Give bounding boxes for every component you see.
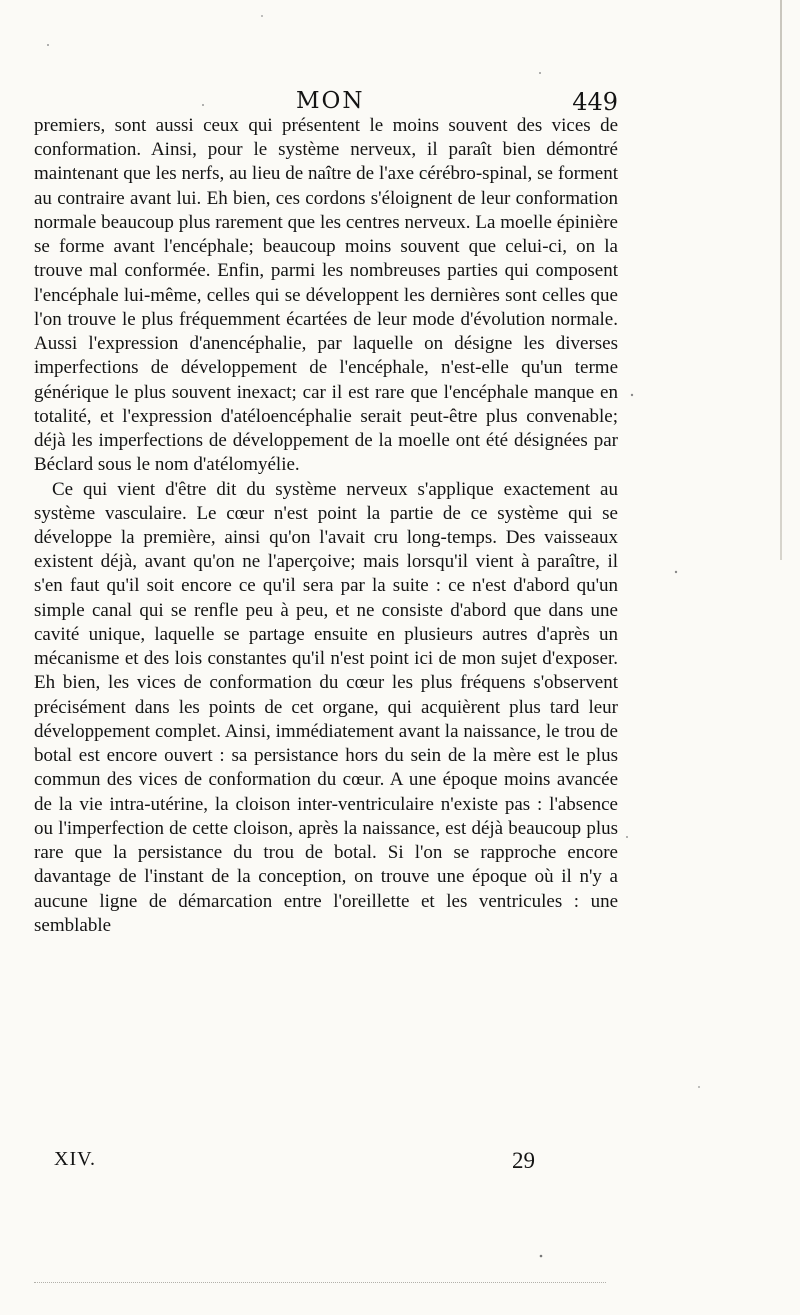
speck xyxy=(631,394,633,396)
speck xyxy=(540,1255,543,1258)
speck xyxy=(675,571,677,573)
running-head: MON xyxy=(296,88,365,114)
speck xyxy=(261,15,263,17)
page-body xyxy=(34,114,618,938)
speck xyxy=(539,72,541,74)
signature-mark: XIV. xyxy=(54,1148,96,1170)
page-number: 449 xyxy=(572,88,618,116)
paragraph-1: premiers, sont aussi ceux qui présentent le moins souvent des vices de conformation. Ainsi, pour le système nerveux, il paraît bien démontré maintenant que les nerfs, au lieu de naître de l'axe cérébro-spinal, se forment au contraire avant lui. Eh bien, ces cordons s'éloignent de leur conformation normale beaucoup plus rarement que les centres nerveux. La moelle épinière se forme avant l'encéphale; beaucoup moins souvent que celui-ci, on la trouve mal conformée. Enfin, parmi les nombreuses parties qui composent l'encéphale lui-même, celles qui se développent les dernières sont celles que l'on trouve le plus fréquemment écartées de leur mode d'évolution normale. Aussi l'expression d'anencéphalie, par laquelle on désigne les diverses imperfections de développement de l'encéphale, n'est-elle qu'un terme générique le plus souvent inexact; car il est rare que l'encéphale manque en totalité, et l'expression d'atéloencéphalie serait peut-être plus convenable; déjà les imperfections de développement de la moelle ont été désignées par Béclard sous le nom d'atélomyélie. xyxy=(34,115,618,476)
speck xyxy=(698,1086,700,1088)
speck xyxy=(47,44,49,46)
paragraph-2: Ce qui vient d'être dit du système nerveux s'applique exactement au système vasculaire. Le cœur n'est point la partie de ce système qui se développe la première, ainsi qu'on l'avait cru long-temps. Des vaisseaux existent déjà, avant qu'on ne l'aperçoive; mais lorsqu'il vient à paraître, il s'en faut qu'il soit encore ce qu'il sera par la suite : ce n'est d'abord qu'un simple canal qui se renfle peu à peu, et ne consiste d'abord que dans une cavité unique, laquelle se partage ensuite en plusieurs autres d'après un mécanisme et des lois constantes qu'il n'est point ici de mon sujet d'exposer. Eh bien, les vices de conformation du cœur les plus fréquens s'observent précisément dans les points de cet organe, qui acquièrent plus tard leur développement complet. Ainsi, immédiatement avant la naissance, le trou de botal est encore ouvert : sa persistance hors du sein de la mère est le plus commun des vices de conformation du cœur. A une époque moins avancée de la vie intra-utérine, la cloison inter-ventriculaire n'existe pas : l'absence ou l'imperfection de cette cloison, après la naissance, est déjà beaucoup plus rare que la persistance du trou de botal. Si l'on se rapproche encore davantage de l'instant de la conception, on trouve une époque où il n'y a aucune ligne de démarcation entre l'oreillette et les ventricules : une semblable xyxy=(34,478,618,936)
page-footer xyxy=(36,1148,566,1182)
bottom-dotted-rule xyxy=(34,1282,606,1283)
sheet-number: 29 xyxy=(512,1148,535,1173)
speck xyxy=(626,836,628,838)
page-edge-shadow xyxy=(780,0,782,560)
